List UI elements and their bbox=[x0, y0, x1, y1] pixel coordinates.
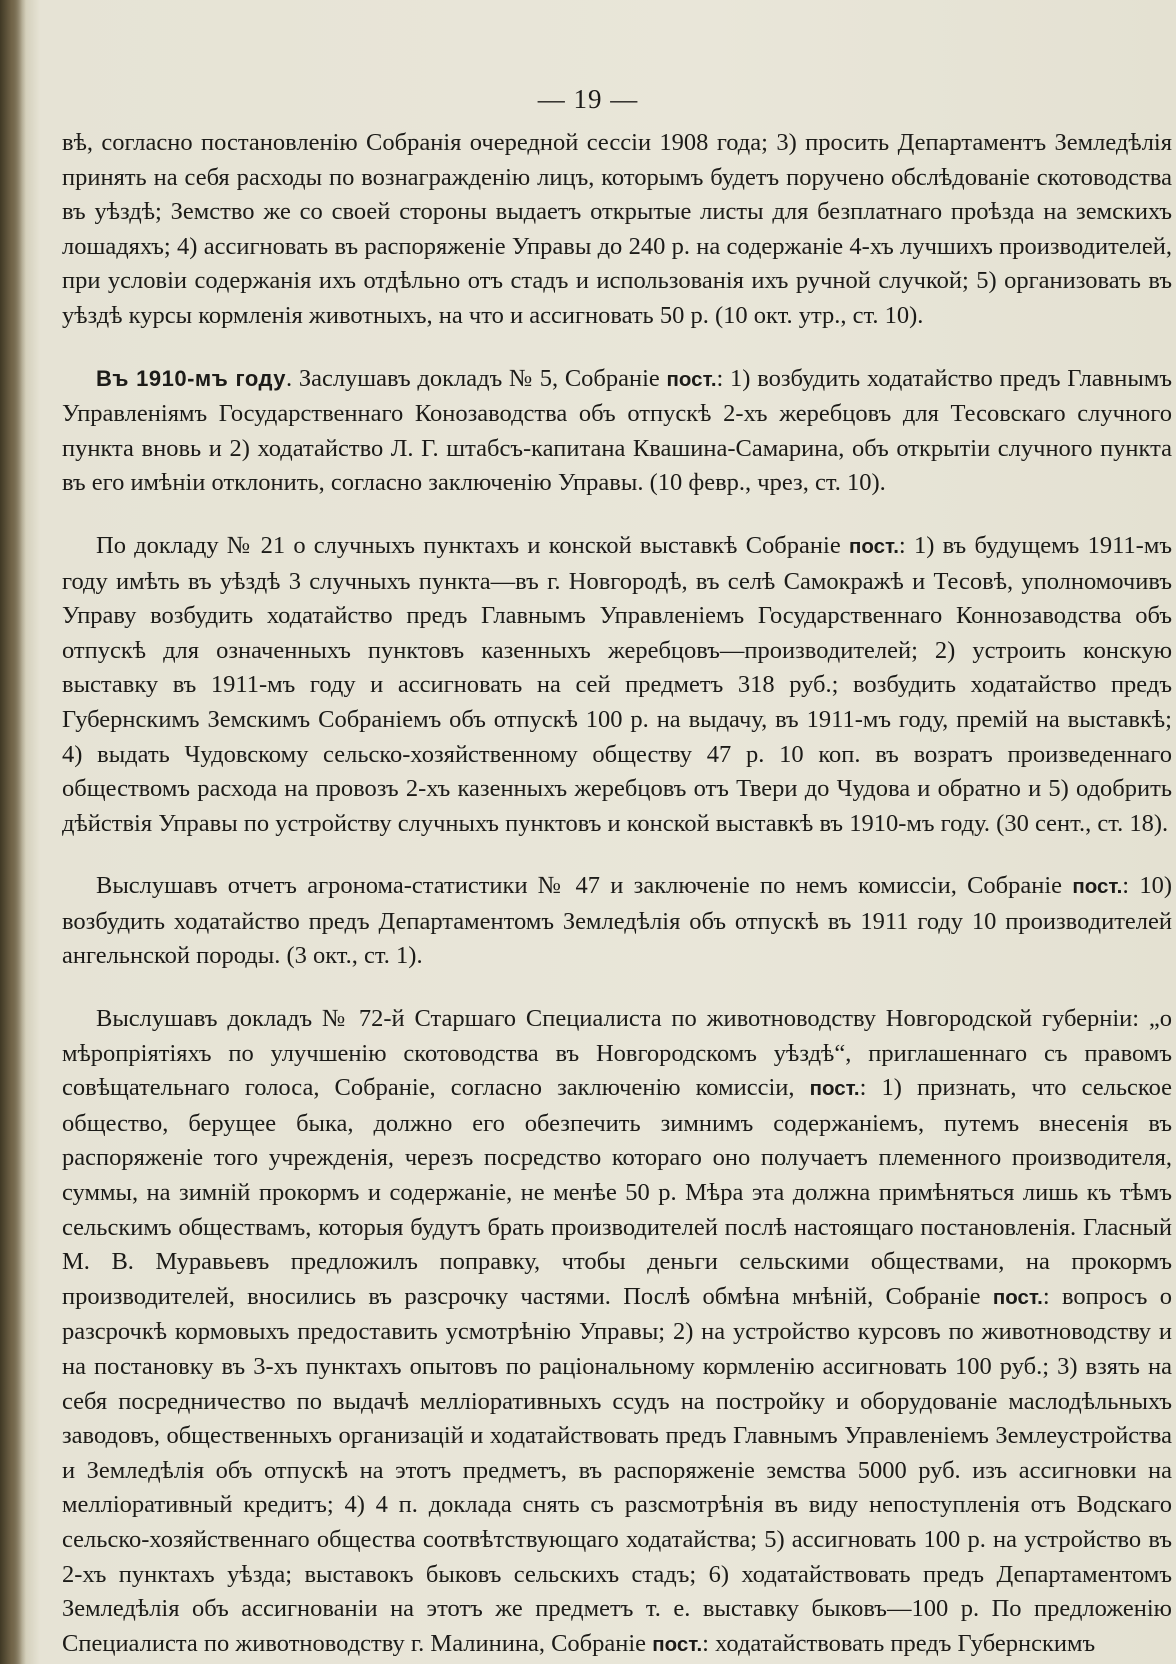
paragraph-3 bbox=[62, 529, 1172, 841]
paragraph-text: : ходатайствовать предъ Губернскимъ bbox=[702, 1629, 1096, 1657]
resolved-abbrev: пост. bbox=[1072, 875, 1123, 899]
resolved-abbrev: пост. bbox=[992, 1285, 1043, 1309]
paragraph-text: Выслушавъ отчетъ агронома-статистики № 47 и заключеніе по немъ комиссіи, Собраніе bbox=[96, 872, 1073, 900]
paragraph-2 bbox=[62, 362, 1172, 501]
paragraph-text: : 1) въ будущемъ 1911-мъ году имѣть въ уѣздѣ 3 случныхъ пункта—въ г. Новгородѣ, въ селѣ Самокражѣ и Тесовѣ, уполномочивъ Управу возбудить ходатайство предъ Главнымъ Управленіемъ Государственнаго Коннозаводства объ отпускѣ для означенныхъ пунктовъ казенныхъ жеребцовъ—производителей; 2) устроить конскую выставку въ 1911-мъ году и ассигновать на сей предметъ 318 руб.; возбудить ходатайство предъ Губернскимъ Земскимъ Собраніемъ объ отпускѣ 100 р. на выдачу, въ 1911-мъ году, премій на выставкѣ; 4) выдать Чудовскому сельско-хозяйственному обществу 47 р. 10 коп. въ возратъ произведеннаго обществомъ расхода на провозъ 2-хъ казенныхъ жеребцовъ отъ Твери до Чудова и обратно и 5) одобрить дѣйствія Управы по устройству случныхъ пунктовъ и конской выставкѣ въ 1910-мъ году. (30 сент., ст. 18). bbox=[62, 531, 1172, 837]
resolved-abbrev: пост. bbox=[809, 1077, 860, 1101]
document-body bbox=[62, 126, 1172, 1662]
paragraph-4 bbox=[62, 869, 1172, 974]
paragraph-text: : вопросъ о разсрочкѣ кормовыхъ предоставить усмотрѣнію Управы; 2) на устройство курсовъ по животноводству и на постановку въ 3-хъ пунктахъ опытовъ по раціональному кормленію ассигновать 100 руб.; 3) взять на себя посредничество по выдачѣ мелліоративныхъ ссудъ на постройку и оборудованіе маслодѣльныхъ заводовъ, общественныхъ организацій и ходатайствовать предъ Главнымъ Управленіемъ Землеустройства и Земледѣлія объ отпускѣ на этотъ предметъ, въ распоряженіе земства 5000 руб. изъ ассигновки на мелліоративный кредитъ; 4) 4 п. доклада снять съ разсмотрѣнія въ виду непоступленія отъ Водскаго сельско-хозяйственнаго общества соотвѣтствующаго ходатайства; 5) ассигновать 100 р. на устройство въ 2-хъ пунктахъ уѣзда; выставокъ быковъ сельскихъ стадъ; 6) ходатайствовать предъ Департаментомъ Земледѣлія объ ассигнованіи на этотъ же предметъ т. е. выставку быковъ—100 р. По предложенію Специалиста по животноводству г. Малинина, Собраніе bbox=[62, 1282, 1173, 1657]
paragraph-text: вѣ, согласно постановленію Собранія очередной сессіи 1908 года; 3) просить Департаментъ Земледѣлія принять на себя расходы по вознагражденію лицъ, которымъ будетъ поручено обслѣдованіе скотоводства въ уѣздѣ; Земство же со своей стороны выдаетъ открытые листы для безплатнаго проѣзда на земскихъ лошадяхъ; 4) ассигновать въ распоряженіе Управы до 240 р. на содержаніе 4-хъ лучшихъ производителей, при условіи содержанія ихъ отдѣльно отъ стадъ и использованія ихъ ручной случкой; 5) организовать въ уѣздѣ курсы кормленія животныхъ, на что и ассигновать 50 р. (10 окт. утр., ст. 10). bbox=[62, 129, 1172, 329]
paragraph-text: По докладу № 21 о случныхъ пунктахъ и конской выставкѣ Собраніе bbox=[96, 531, 849, 559]
page-number: — 19 — bbox=[537, 84, 639, 114]
paragraph-text: . Заслушавъ докладъ № 5, Собраніе bbox=[285, 364, 667, 392]
paragraph-text: : 1) признать, что сельское общество, берущее быка, должно его обезпечить зимнимъ содержаніемъ, путемъ внесенія въ распоряженіе того учрежденія, черезъ посредство котораго оно получаетъ племенного производителя, суммы, на зимній прокормъ и содержаніе, не менѣе 50 р. Мѣра эта должна примѣняться лишь къ тѣмъ сельскимъ обществамъ, которыя будутъ брать производителей послѣ настоящаго постановленія. Гласный М. В. Муравьевъ предложилъ поправку, чтобы деньги сельскими обществами, на прокормъ производителей, вносились въ разсрочку частями. Послѣ обмѣна мнѣній, Собраніе bbox=[62, 1074, 1172, 1310]
resolved-abbrev: пост. bbox=[666, 367, 717, 391]
year-heading: Въ 1910-мъ году bbox=[96, 365, 286, 391]
paragraph-1 bbox=[62, 126, 1172, 334]
paragraph-5 bbox=[62, 1002, 1172, 1662]
paragraph-text: : 1) возбудить ходатайство предъ Главнымъ Управленіямъ Государственнаго Конозаводства объ отпускѣ 2-хъ жеребцовъ для Тесовскаго случного пункта вновь и 2) ходатайство Л. Г. штабсъ-капитана Квашина-Самарина, объ открытіи случного пункта въ его имѣніи отклонить, согласно заключенію Управы. (10 февр., чрез, ст. 10). bbox=[62, 364, 1172, 497]
paragraph-text: Выслушавъ докладъ № 72-й Старшаго Специалиста по животноводству Новгородской губерніи: „о мѣропріятіяхъ по улучшенію скотоводства въ Новгородскомъ уѣздѣ“, приглашеннаго съ правомъ совѣщательнаго голоса, Собраніе, согласно заключенію комиссіи, bbox=[62, 1005, 1172, 1102]
resolved-abbrev: пост. bbox=[848, 534, 899, 558]
resolved-abbrev: пост. bbox=[652, 1632, 703, 1656]
book-spine-shadow bbox=[0, 0, 26, 1664]
paragraph-text: : 10) возбудить ходатайство предъ Департаментомъ Земледѣлія объ отпускѣ въ 1911 году 10 производителей ангельнской породы. (3 окт., ст. 1). bbox=[62, 872, 1172, 970]
